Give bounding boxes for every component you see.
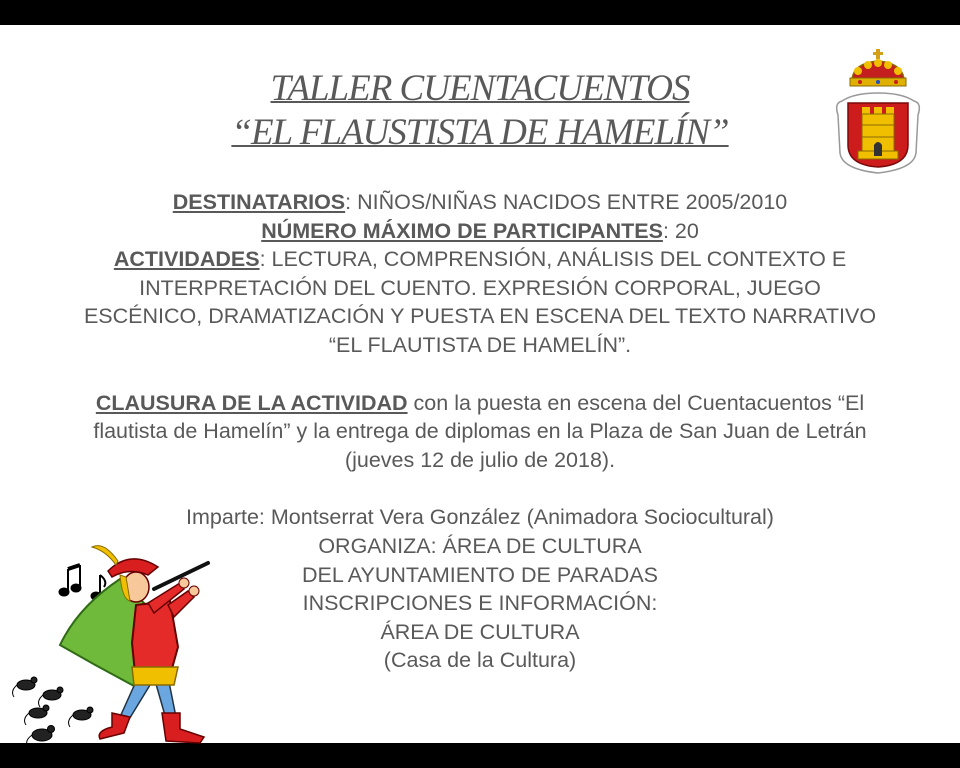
destinatarios-value: : NIÑOS/NIÑAS NACIDOS ENTRE 2005/2010 [345,190,788,214]
participantes-value: : 20 [662,218,699,243]
clausura-line-1 [0,389,960,418]
clausura-text-1: con la puesta en escena del Cuentacuentos “El [407,390,865,415]
casa-cultura-line: (Casa de la Cultura) [383,648,577,673]
slide [0,25,960,743]
actividades-text-1: : LECTURA, COMPRENSIÓN, ANÁLISIS DEL CONTEXTO E [259,247,847,272]
actividades-label: ACTIVIDADES [113,247,260,272]
organiza-line-1: ORGANIZA: ÁREA DE CULTURA [318,533,642,558]
participantes-line [0,217,960,246]
coat-of-arms-icon [832,45,924,175]
imparte-line: Imparte: Montserrat Vera González (Animadora Sociocultural) [186,505,774,530]
pied-piper-illustration [8,527,228,747]
title-line-1: TALLER CUENTACUENTOS [270,68,690,109]
area-cultura-line: ÁREA DE CULTURA [380,619,580,644]
actividades-line-4: “EL FLAUTISTA DE HAMELÍN”. [328,332,632,357]
actividades-line-1 [0,245,960,274]
destinatarios-line [0,188,960,217]
actividades-line-3: ESCÉNICO, DRAMATIZACIÓN Y PUESTA EN ESCENA DEL TEXTO NARRATIVO [83,304,877,329]
clausura-line-2: flautista de Hamelín” y la entrega de diplomas en la Plaza de San Juan de Letrán [93,419,867,444]
clausura-line-3: (jueves 12 de julio de 2018). [344,447,616,472]
actividades-line-2: INTERPRETACIÓN DEL CUENTO. EXPRESIÓN CORPORAL, JUEGO [139,275,821,300]
organiza-line-2: DEL AYUNTAMIENTO DE PARADAS [301,562,659,587]
destinatarios-label: DESTINATARIOS [172,190,346,214]
clausura-label: CLAUSURA DE LA ACTIVIDAD [95,390,408,415]
title-line-2: “EL FLAUSTISTA DE HAMELÍN” [231,112,729,153]
participantes-label: NÚMERO MÁXIMO DE PARTICIPANTES [261,218,663,243]
inscripciones-line: INSCRIPCIONES E INFORMACIÓN: [302,591,658,616]
